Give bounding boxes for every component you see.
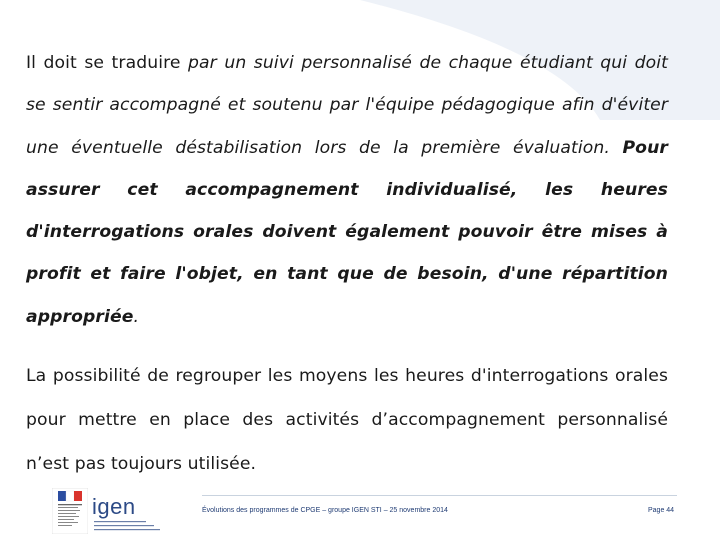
footer-divider	[202, 495, 677, 496]
paragraph-1	[26, 42, 668, 338]
footer	[0, 486, 720, 540]
paragraph-1-end: .	[133, 306, 140, 327]
ministry-logo-icon	[52, 488, 88, 534]
slide-content	[26, 42, 668, 486]
igen-logo-icon	[92, 496, 164, 534]
page-number: Page 44	[648, 507, 675, 514]
paragraph-1-italic: par un suivi personnalisé de chaque étudiant qui doit se sentir accompagné et soutenu par l'équipe pédagogique afin d'éviter une éventuelle déstabilisation lors de la première évaluation.	[26, 53, 668, 158]
igen-subtitle-lines	[94, 520, 164, 534]
footer-caption: Évolutions des programmes de CPGE – groupe IGEN STI – 25 novembre 2014	[202, 507, 448, 514]
paragraph-1-normal: Il doit se traduire	[26, 53, 189, 73]
paragraph-1-bold-italic: Pour assurer cet accompagnement individualisé, les heures d'interrogations orales doivent également pouvoir être mises à profit et faire l'objet, en tant que de besoin, d'une répartition appropriée	[26, 137, 668, 327]
igen-logo-word: igen	[92, 494, 136, 519]
paragraph-2: La possibilité de regrouper les moyens les heures d'interrogations orales pour mettre en place des activités d’accompagnement personnalisé n’est pas toujours utilisée.	[26, 366, 668, 475]
